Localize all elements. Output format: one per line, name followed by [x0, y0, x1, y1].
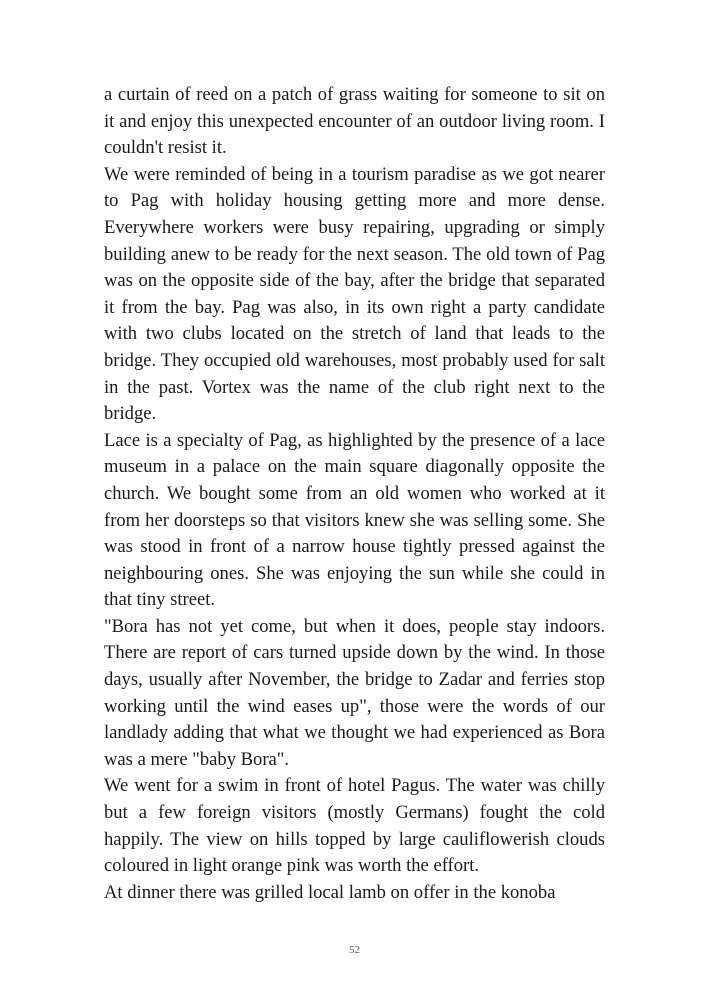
paragraph-lace-specialty: Lace is a specialty of Pag, as highlighted by the presence of a lace museum in a palace on the main square diagonally opposite the church. We bought some from an old women who worked at it from her doorsteps so that visitors knew she was selling some. She was stood in front of a narrow house tightly pressed against the neighbouring ones. She was enjoying the sun while she could in that tiny street. [104, 429, 605, 611]
body-text [104, 82, 605, 906]
paragraph-approach-to-pag: We were reminded of being in a tourism paradise as we got nearer to Pag with holiday housing getting more and more dense. Everywhere workers were busy repairing, upgrading or simply building anew to be ready for the next season. The old town of Pag was on the opposite side of the bay, after the bridge that separated it from the bay. Pag was also, in its own right a party candidate with two clubs located on the stretch of land that leads to the bridge. They occupied old warehouses, most probably used for salt in the past. Vortex was the name of the club right next to the bridge. [104, 163, 605, 425]
page-number: 52 [349, 944, 360, 956]
paragraph-dinner-konoba: At dinner there was grilled local lamb on offer in the konoba [104, 881, 556, 903]
paragraph-bora-wind: "Bora has not yet come, but when it does, people stay indoors. There are report of cars turned upside down by the wind. In those days, usually after November, the bridge to Zadar and ferries stop working until the wind eases up", those were the words of our landlady adding that what we thought we had experienced as Bora was a mere "baby Bora". [104, 615, 605, 770]
paragraph-outdoor-living-room: a curtain of reed on a patch of grass waiting for someone to sit on it and enjoy this unexpected encounter of an outdoor living room. I couldn't resist it. [104, 84, 605, 159]
paragraph-swim-hotel-pagus: We went for a swim in front of hotel Pagus. The water was chilly but a few foreign visitors (mostly Germans) fought the cold happily. The view on hills topped by large cauliflowerish clouds coloured in light orange pink was worth the effort. [104, 775, 605, 877]
